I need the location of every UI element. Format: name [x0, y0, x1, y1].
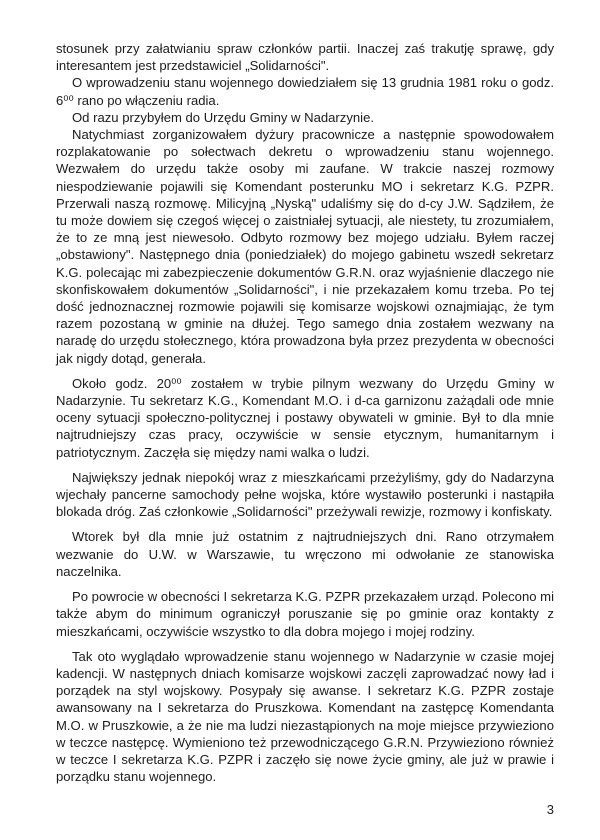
paragraph-conclusion: Tak oto wyglądało wprowadzenie stanu wojennego w Nadarzynie w czasie mojej kadencji. W następnych dniach komisarze wojskowi zaczęli zaprowadzać nowy ład i porządek na styl wojskowy. Posypały się awanse. I sekretarz K.G. PZPR zostaje awansowany na I sekretarza do Pruszkowa. Komendant na zastępcę Komendanta M.O. w Pruszkowie, a że nie ma ludzi niezastąpionych na moje miejsce przywieziono w teczce następcę. Wymieniono też przewodniczącego G.R.N. Przywieziono również w teczce I sekretarza K.G. PZPR i zaczęło się nowe życie gminy, ale już w prawie i porządku stanu wojennego. [56, 648, 554, 785]
paragraph-arrival-office: Od razu przybyłem do Urzędu Gminy w Nadarzynie. [72, 109, 374, 125]
paragraph-tuesday-dismissal: Wtorek był dla mnie już ostatnim z najtrudniejszych dni. Rano otrzymałem wezwanie do U.W. w Warszawie, tu wręczono mi odwołanie ze stanowiska naczelnika. [56, 529, 554, 579]
paragraph-martial-law-news: O wprowadzeniu stanu wojennego dowiedziałem się 13 grudnia 1981 roku o godz. 6⁰⁰ rano po włączeniu radia. [56, 75, 554, 108]
paragraph-armored-vehicles: Największy jednak niepokój wraz z mieszkańcami przeżyliśmy, gdy do Nadarzyna wjechały pancerne samochody pełne wojska, które wystawiło posterunki i nastąpiła blokada dróg. Zaś członkowie „Solidarności" przeżywali rewizje, rozmowy i konfiskaty. [56, 469, 554, 520]
page-number: 3 [546, 802, 554, 817]
paragraph-first-actions: Natychmiast zorganizowałem dyżury pracownicze a następnie spowodowałem rozplakatowanie po sołectwach dekretu o wprowadzeniu stanu wojennego. Wezwałem do urzędu także osoby mi zaufane. W trakcie naszej rozmowy niespodziewanie pojawili się Komendant posterunku MO i sekretarz K.G. PZPR. Przerwali naszą rozmowę. Milicyjną „Nyską" udaliśmy się do d-cy J.W. Sądziłem, że tu może dowiem się czegoś więcej o zaistniałej sytuacji, ale niestety, tu zrozumiałem, że to ze mną jest niewesoło. Odbyto rozmowy bez mojego udziału. Byłem raczej „obstawiony". Następnego dnia (poniedziałek) do mojego gabinetu wszedł sekretarz K.G. polecając mi zabezpieczenie dokumentów G.R.N. oraz wyjaśnienie dlaczego nie skonfiskowałem dokumentów „Solidarności", i nie przekazałem komu trzeba. Po tej dość jednoznacznej rozmowie pojawili się komisarze wojskowi oznajmiając, że tym razem pozostaną w gminie na dłużej. Tego samego dnia zostałem wezwany na naradę do urzędu stołecznego, która prowadzona była przez prezydenta w obecności jak nigdy dotąd, generała. [56, 127, 554, 366]
paragraph-urgent-summons: Około godz. 20⁰⁰ zostałem w trybie pilnym wezwany do Urzędu Gminy w Nadarzynie. Tu sekretarz K.G., Komendant M.O. i d-ca garnizonu zażądali ode mnie oceny sytuacji społeczno-politycznej i postawy obywateli w gminie. Był to dla mnie najtrudniejszy czas pracy, oczywiście w sensie etycznym, humanitarnym i patriotycznym. Zaczęła się między nami walka o ludzi. [56, 375, 554, 460]
paragraph-handover: Po powrocie w obecności I sekretarza K.G. PZPR przekazałem urząd. Polecono mi także abym do minimum ograniczył poruszanie się po gminie oraz kontakty z mieszkańcami, oczywiście wszystko to dla dobra mojego i mojej rodziny. [56, 589, 554, 639]
paragraph-continuation: stosunek przy załatwianiu spraw członków partii. Inaczej zaś trakutję sprawę, gdy interesantem jest przedstawiciel „Solidarności". [56, 41, 554, 74]
document-page [56, 40, 554, 785]
